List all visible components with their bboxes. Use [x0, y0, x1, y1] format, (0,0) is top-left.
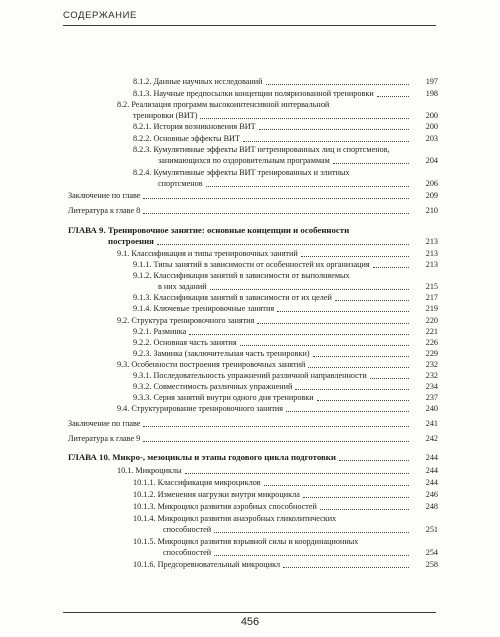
toc-dot-leader	[283, 567, 409, 568]
toc-entry	[133, 348, 412, 359]
toc-page-number: 248	[425, 502, 438, 511]
toc-entry	[117, 403, 412, 414]
toc-dot-leader	[370, 378, 409, 379]
toc-entry	[133, 559, 412, 570]
toc-entry-title: 10.1.2. Изменения нагрузки внутри микроцикла	[133, 490, 300, 499]
toc-entry-title: 9.2.3. Заминка (заключительная часть тренировки)	[133, 349, 310, 358]
toc-dot-leader	[286, 411, 409, 412]
toc-entry-title: 8.1.3. Научные предпосылки концепции поляризованной тренировки	[133, 89, 374, 98]
toc-entry	[133, 381, 412, 392]
toc-entry	[133, 370, 412, 381]
toc-entry	[133, 76, 412, 87]
toc-entry-title: занимающихся по оздоровительным программам	[158, 156, 330, 165]
toc-entry-title: Литература к главе 9	[68, 434, 141, 443]
toc-dot-leader	[335, 300, 409, 301]
toc-entry	[133, 144, 412, 155]
toc-entry	[133, 88, 412, 99]
toc-dot-leader	[308, 367, 409, 368]
toc-dot-leader	[295, 389, 409, 390]
toc-dot-leader	[317, 400, 409, 401]
toc-dot-leader	[200, 118, 409, 119]
toc-dot-leader	[320, 509, 409, 510]
toc-entry	[133, 513, 412, 524]
toc-entry	[133, 259, 412, 270]
toc-entry-title: в них заданий	[158, 282, 207, 291]
toc-chapter-line	[68, 452, 412, 463]
toc-dot-leader	[189, 334, 409, 335]
toc-dot-leader	[143, 213, 409, 214]
toc-entry	[133, 501, 412, 512]
toc-entry-title: 8.2. Реализация программ высокоинтенсивной интервальной	[117, 100, 330, 109]
toc-entry	[133, 110, 412, 121]
toc-chapter-line	[68, 225, 412, 236]
toc-page-number: 213	[425, 260, 438, 269]
toc-dot-leader	[257, 323, 409, 324]
toc-page-number: 198	[425, 89, 438, 98]
toc-page-number: 229	[425, 349, 438, 358]
toc-entry-title: 9.1.1. Типы занятий в зависимости от особенностей их организация	[133, 260, 370, 269]
toc-page-number: 217	[425, 293, 438, 302]
toc-page-number: 203	[425, 134, 438, 143]
toc-page-number: 237	[425, 393, 438, 402]
toc-dot-leader	[264, 485, 409, 486]
toc-page-number: 232	[425, 371, 438, 380]
toc-dot-leader	[277, 311, 409, 312]
toc-entry-title: ГЛАВА 10. Микро-, мезоциклы и этапы годового цикла подготовки	[68, 452, 336, 462]
toc-entry-title: 9.1.4. Ключевые тренировочные занятия	[133, 304, 275, 313]
toc-dot-leader	[339, 460, 409, 461]
toc-entry-title: 9.4. Структурирование тренировочного занятия	[117, 404, 284, 413]
toc-entry	[117, 99, 412, 110]
toc-entry-title: 9.2. Структура тренировочного занятия	[117, 316, 255, 325]
toc-entry	[68, 433, 412, 444]
toc-dot-leader	[157, 244, 409, 245]
toc-page-number: 200	[425, 111, 438, 120]
toc-page-number: 246	[425, 490, 438, 499]
toc-entry	[117, 315, 412, 326]
toc-page-number: 213	[425, 249, 438, 258]
toc-entry-title: способностей	[163, 525, 212, 534]
toc-dot-leader	[333, 163, 409, 164]
toc-page-number: 234	[425, 382, 438, 391]
toc-entry	[133, 167, 412, 178]
toc-entry-title: 10.1. Микроциклы	[117, 466, 182, 475]
toc-page-number: 241	[425, 419, 438, 428]
toc-page-number: 226	[425, 338, 438, 347]
toc-entry-title: способностей	[163, 548, 212, 557]
toc-page-number: 254	[425, 548, 438, 557]
toc-page-number: 258	[425, 560, 438, 569]
toc-dot-leader	[214, 532, 409, 533]
toc-entry	[133, 121, 412, 132]
toc-dot-leader	[303, 497, 409, 498]
toc-page-number: 242	[425, 434, 438, 443]
toc-entry-title: 9.3.2. Совместимость различных упражнений	[133, 382, 293, 391]
toc-entry-title: Заключение по главе	[68, 419, 141, 428]
toc-entry	[133, 270, 412, 281]
toc-entry-title: 10.1.4. Микроцикл развития анаэробных гликолитических	[133, 514, 337, 523]
toc-page-number: 204	[425, 156, 438, 165]
toc-dot-leader	[143, 198, 409, 199]
toc-entry-title: 9.3. Особенности построения тренировочных занятий	[117, 360, 306, 369]
toc-entry	[133, 326, 412, 337]
toc-entry-title: Заключение по главе	[68, 191, 141, 200]
toc-dot-leader	[243, 141, 409, 142]
toc-entry-title: 9.1. Классификация и типы тренировочных занятий	[117, 249, 298, 258]
toc-entry-title: спортсменов	[158, 179, 203, 188]
toc-entry	[133, 303, 412, 314]
toc-entry	[133, 477, 412, 488]
toc-entry-title: 8.2.2. Основные эффекты ВИТ	[133, 134, 240, 143]
toc-entry	[158, 155, 412, 166]
toc-dot-leader	[206, 186, 409, 187]
toc-entry-title: 10.1.3. Микроцикл развития аэробных способностей	[133, 502, 317, 511]
toc-page-number: 244	[425, 466, 438, 475]
toc-entry	[158, 178, 412, 189]
toc-entry-title: 8.2.1. История возникновения ВИТ	[133, 122, 256, 131]
toc-dot-leader	[240, 345, 409, 346]
toc-page-number: 244	[425, 478, 438, 487]
toc-entry-title: 10.1.5. Микроцикл развития взрывной силы и координационных	[133, 537, 359, 546]
toc-entry	[133, 337, 412, 348]
toc-page-number: 220	[425, 316, 438, 325]
footer-rule	[63, 612, 436, 613]
toc-chapter-line	[108, 236, 412, 247]
running-header: СОДЕРЖАНИЕ	[63, 10, 137, 21]
toc-page-number: 210	[425, 206, 438, 215]
toc-entry-title: 8.2.3. Кумулятивные эффекты ВИТ нетренированных лиц и спортсменов,	[133, 145, 390, 154]
toc-page-number: 215	[425, 282, 438, 291]
toc-dot-leader	[313, 356, 409, 357]
toc-entry-title: 9.1.2. Классификация занятий в зависимости от выполняемых	[133, 271, 350, 280]
toc-page-number: 221	[425, 327, 438, 336]
toc-entry	[133, 392, 412, 403]
toc-entry-title: 9.2.1. Разминка	[133, 327, 187, 336]
toc-entry	[133, 292, 412, 303]
page-number: 456	[240, 616, 260, 628]
toc-entry-title: 9.2.2. Основная часть занятия	[133, 338, 237, 347]
toc-page-number: 244	[425, 453, 438, 462]
toc-entry-title: 8.2.4. Кумулятивные эффекты ВИТ тренированных и элитных	[133, 168, 350, 177]
toc-entry	[133, 536, 412, 547]
toc-entry	[117, 359, 412, 370]
toc-page-number: 197	[425, 77, 438, 86]
toc-dot-leader	[301, 256, 409, 257]
toc-entry-title: тренировки (ВИТ)	[133, 111, 198, 120]
toc-entry	[133, 133, 412, 144]
toc-dot-leader	[214, 555, 409, 556]
toc-entry	[117, 465, 412, 476]
toc-page-number: 200	[425, 122, 438, 131]
toc-page-number: 213	[425, 237, 438, 246]
toc-entry-title: 9.3.3. Серия занятий внутри одного дня тренировки	[133, 393, 314, 402]
toc-entry	[68, 190, 412, 201]
toc-entry	[163, 524, 412, 535]
toc-dot-leader	[210, 289, 409, 290]
toc-entry-title: 10.1.6. Предсоревновательный микроцикл	[133, 560, 281, 569]
toc-entry	[133, 489, 412, 500]
toc-entry	[158, 281, 412, 292]
toc-dot-leader	[377, 96, 409, 97]
toc-page-number: 209	[425, 191, 438, 200]
toc-entry	[68, 418, 412, 429]
toc-entry	[117, 248, 412, 259]
toc-page-number: 232	[425, 360, 438, 369]
toc-dot-leader	[143, 426, 409, 427]
toc-page-number: 240	[425, 404, 438, 413]
toc-page-number: 206	[425, 179, 438, 188]
toc-dot-leader	[185, 473, 409, 474]
toc-entry-title: 9.3.1. Последовательность упражнений различной направленности	[133, 371, 367, 380]
toc-entry	[68, 205, 412, 216]
toc-entry-title: Литература к главе 8	[68, 206, 141, 215]
toc-page-number: 251	[425, 525, 438, 534]
toc-dot-leader	[259, 129, 409, 130]
toc-entry-title: построения	[108, 236, 154, 246]
toc-dot-leader	[266, 84, 409, 85]
toc-page-number: 219	[425, 304, 438, 313]
toc-entry-title: 8.1.2. Данные научных исследований	[133, 77, 263, 86]
toc-dot-leader	[143, 441, 409, 442]
toc-entry-title: ГЛАВА 9. Тренировочное занятие: основные концепции и особенности	[68, 225, 350, 235]
toc-dot-leader	[373, 267, 409, 268]
toc-entry	[163, 547, 412, 558]
toc-entry-title: 9.1.3. Классификация занятий в зависимости от их целей	[133, 293, 332, 302]
toc-entry-title: 10.1.1. Классификация микроциклов	[133, 478, 261, 487]
